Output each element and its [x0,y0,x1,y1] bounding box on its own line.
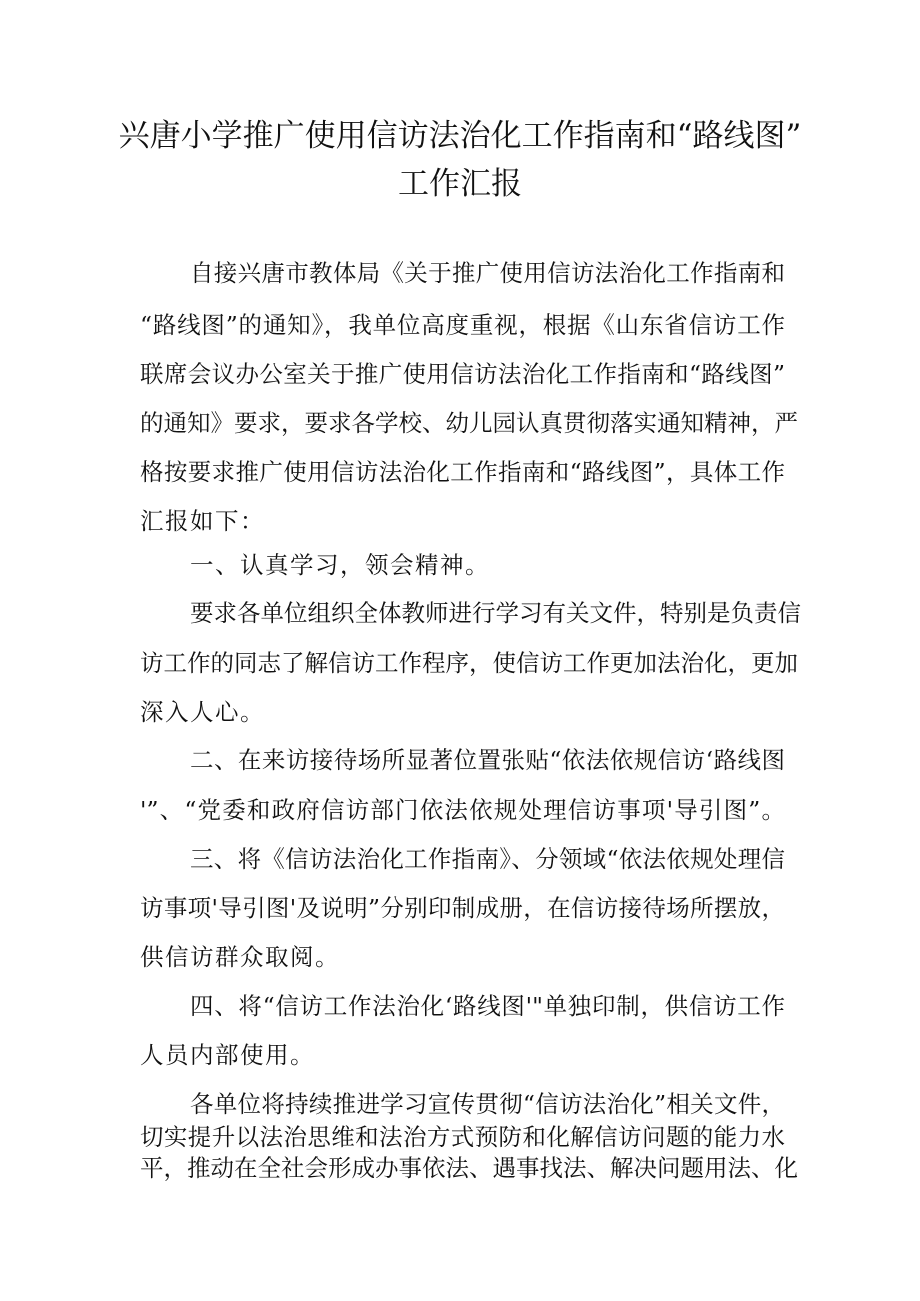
paragraph-line: 汇报如下： [140,507,265,535]
paragraph-line: 切实提升以法治思维和法治方式预防和化解信访问题的能力水 [140,1123,785,1151]
paragraph-line: 深入人心。 [140,698,265,726]
paragraph-line: 要求各单位组织全体教师进行学习有关文件，特别是负责信 [190,599,801,627]
section-heading: 访事项'导引图'及说明”分别印制成册，在信访接待场所摆放， [140,894,785,922]
document-title-line1: 兴唐小学推广使用信访法治化工作指南和“路线图” [118,118,802,154]
section-heading: 二、在来访接待场所显著位置张贴“依法依规信访‘路线图 [190,746,785,774]
section-heading: 一、认真学习，领会精神。 [190,551,490,579]
paragraph-line: 访工作的同志了解信访工作程序，使信访工作更加法治化，更加 [140,649,798,677]
paragraph-line: 各单位将持续推进学习宣传贯彻“信访法治化”相关文件， [190,1090,785,1118]
paragraph-line: “路线图”的通知》，我单位高度重视，根据《山东省信访工作 [140,311,785,339]
document-title-line2: 工作汇报 [398,166,522,202]
paragraph-line: 平，推动在全社会形成办事依法、遇事找法、解决问题用法、化 [140,1154,798,1182]
section-heading: '”、“党委和政府信访部门依法依规处理信访事项'导引图”。 [140,796,785,824]
section-heading: 四、将“信访工作法治化‘路线图'"单独印制，供信访工作 [190,992,785,1020]
section-heading: 三、将《信访法治化工作指南》、分领域“依法依规处理信 [190,845,785,873]
paragraph-line: 联席会议办公室关于推广使用信访法治化工作指南和“路线图” [140,360,785,388]
paragraph-line: 格按要求推广使用信访法治化工作指南和“路线图”，具体工作 [140,458,785,486]
paragraph-line: 自接兴唐市教体局《关于推广使用信访法治化工作指南和 [190,259,785,287]
section-heading: 人员内部使用。 [140,1041,315,1069]
paragraph-line: 的通知》要求，要求各学校、幼儿园认真贯彻落实通知精神，严 [140,409,798,437]
section-heading: 供信访群众取阅。 [140,943,340,971]
